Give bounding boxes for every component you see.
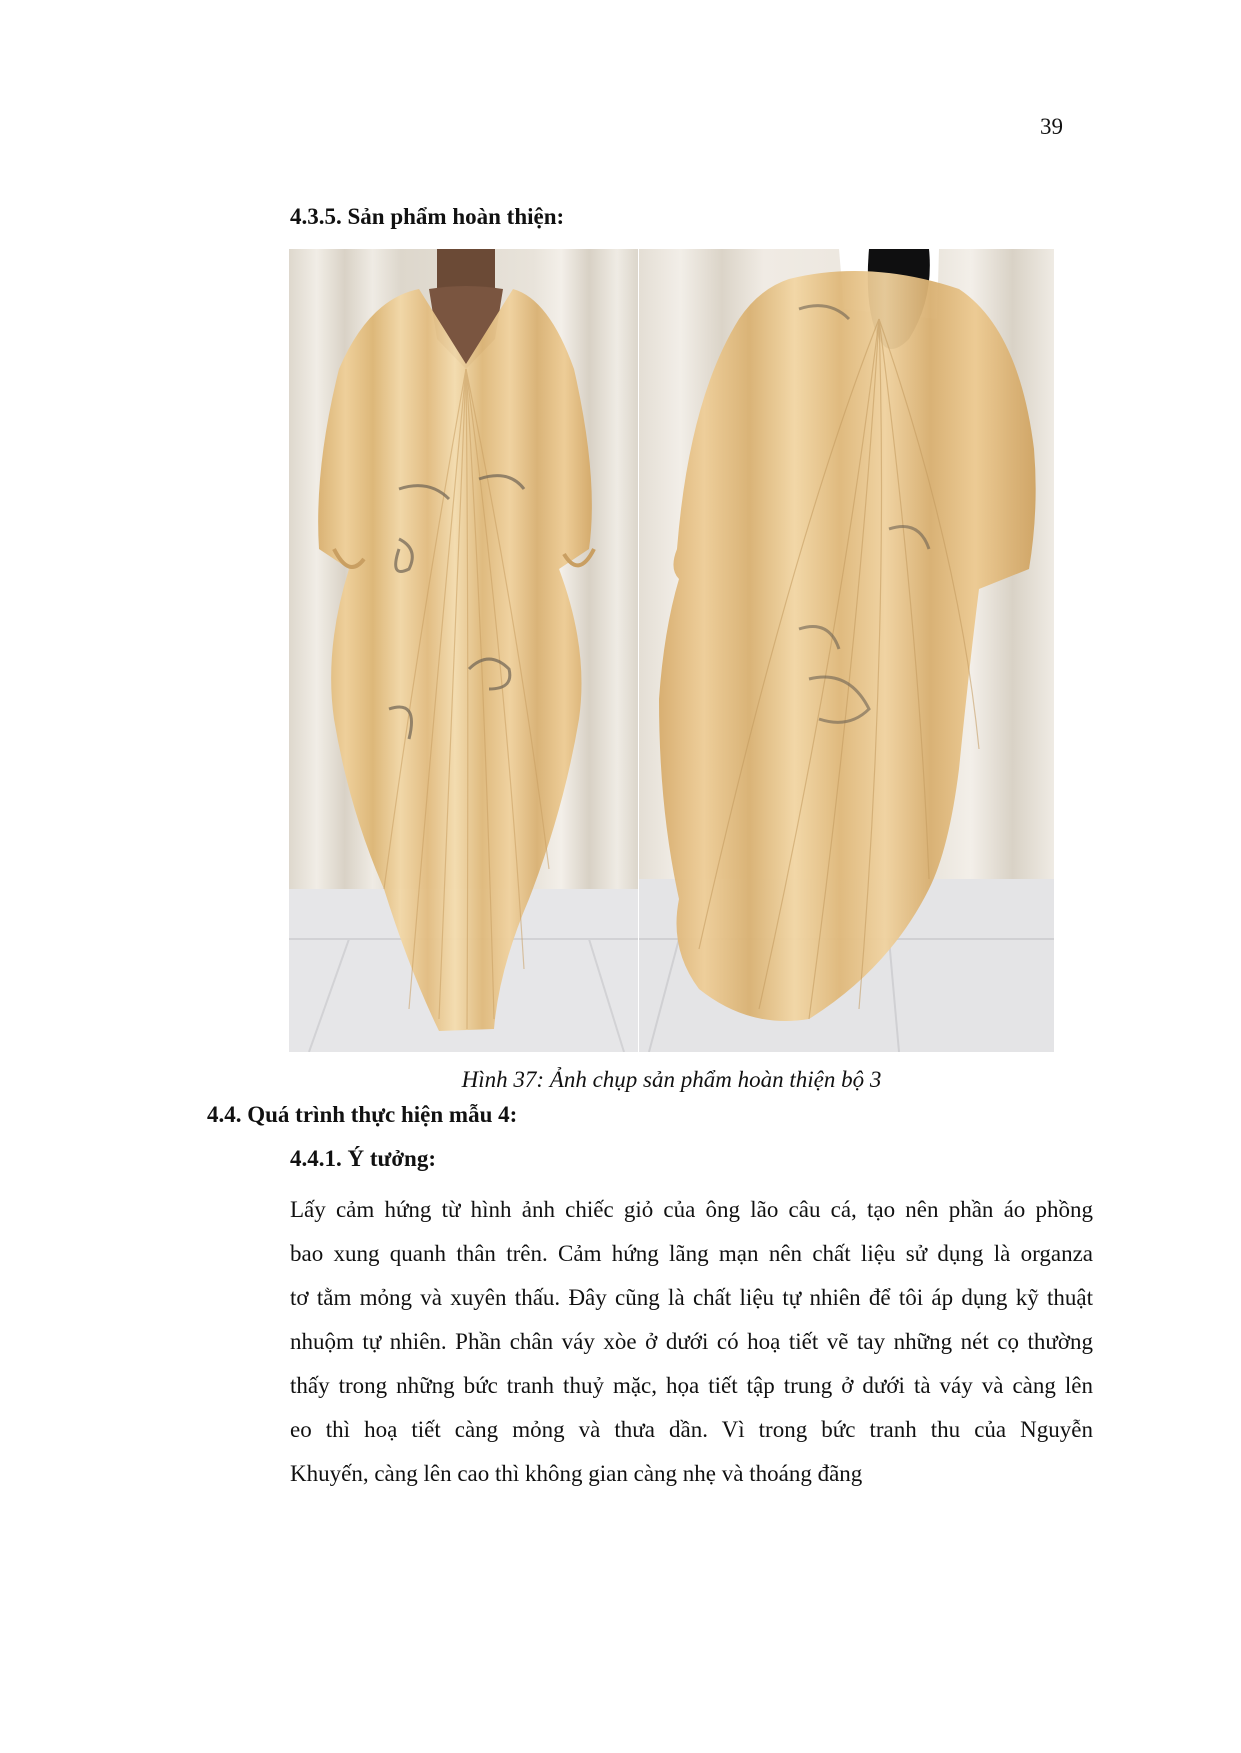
paragraph-line: thấy trong những bức tranh thuỷ mặc, họa tiết tập trung ở dưới tà váy và càng lên	[290, 1373, 1093, 1398]
paragraph-line: Lấy cảm hứng từ hình ảnh chiếc giỏ của ông lão câu cá, tạo nên phần áo phồng	[290, 1197, 1093, 1222]
paragraph-line: eo thì hoạ tiết càng mỏng và thưa dần. Vì trong bức tranh thu của Nguyễn	[290, 1417, 1093, 1442]
page-number: 39	[1040, 114, 1063, 139]
paragraph-line: nhuộm tự nhiên. Phần chân váy xòe ở dưới có hoạ tiết vẽ tay những nét cọ thường	[290, 1329, 1093, 1354]
photo-front-view	[289, 249, 638, 1052]
section-heading-4-3-5: 4.3.5. Sản phẩm hoàn thiện:	[290, 204, 565, 229]
section-heading-4-4-1: 4.4.1. Ý tưởng:	[290, 1146, 437, 1171]
paragraph-line: bao xung quanh thân trên. Cảm hứng lãng mạn nên chất liệu sử dụng là organza	[290, 1241, 1093, 1266]
paragraph-line: Khuyến, càng lên cao thì không gian càng nhẹ và thoáng đãng	[290, 1461, 863, 1486]
figure-caption: Hình 37: Ảnh chụp sản phẩm hoàn thiện bộ 3	[461, 1067, 882, 1092]
idea-paragraph	[290, 1188, 1093, 1496]
section-heading-4-4: 4.4. Quá trình thực hiện mẫu 4:	[207, 1102, 518, 1127]
paragraph-line: tơ tằm mỏng và xuyên thấu. Đây cũng là chất liệu tự nhiên để tôi áp dụng kỹ thuật	[290, 1285, 1093, 1310]
photo-back-view	[639, 249, 1054, 1052]
